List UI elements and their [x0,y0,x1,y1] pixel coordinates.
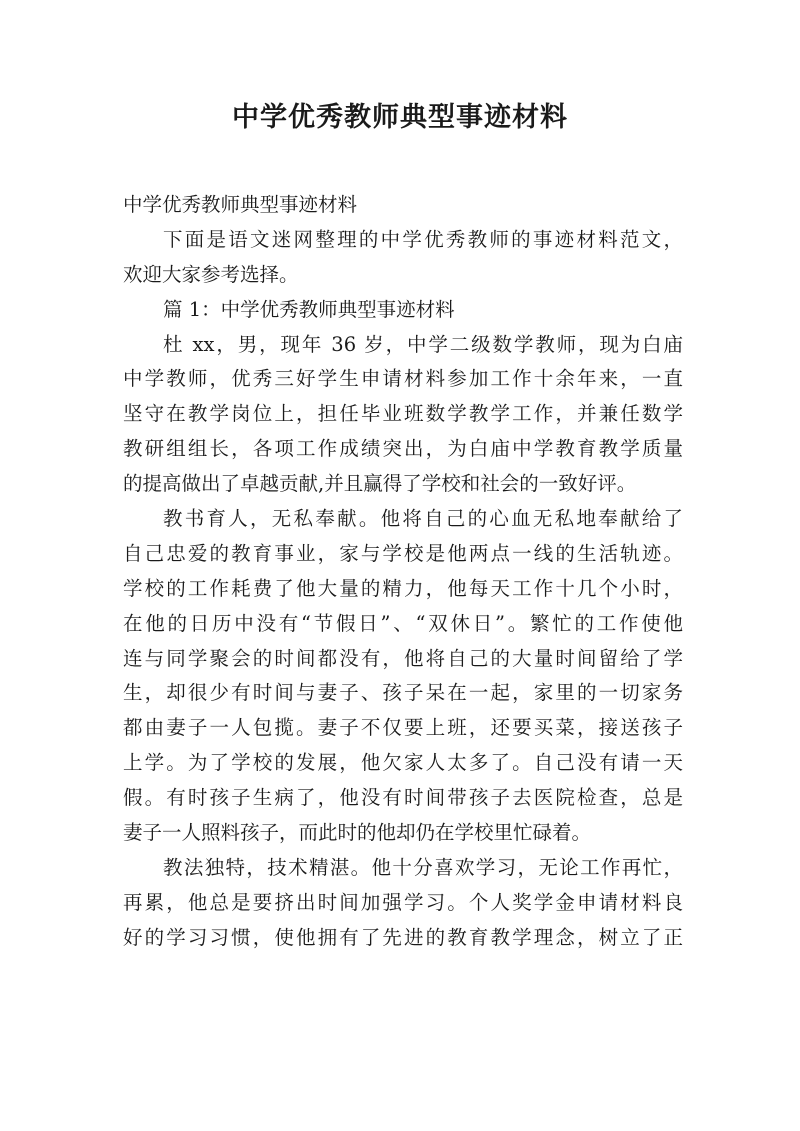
paragraph-1-line: 教研组组长，各项工作成绩突出，为白庙中学教育教学质量 [123,437,683,461]
paragraph-2-line: 教书育人，无私奉献。他将自己的心血无私地奉献给了 [163,507,683,531]
document-body [123,188,683,956]
paragraph-3-line: 好的学习习惯，使他拥有了先进的教育教学理念，树立了正 [123,925,683,949]
paragraph-2-line: 都由妻子一人包揽。妻子不仅要上班，还要买菜，接送孩子 [123,716,683,740]
paragraph-2-line: 上学。为了学校的发展，他欠家人太多了。自己没有请一天 [123,751,683,775]
section-heading: 篇 1：中学优秀教师典型事迹材料 [163,297,455,321]
intro-line: 下面是语文迷网整理的中学优秀教师的事迹材料范文， [163,227,683,251]
intro-line: 欢迎大家参考选择。 [123,262,299,286]
document-title: 中学优秀教师典型事迹材料 [232,102,568,133]
paragraph-1-line: 杜 xx，男，现年 36 岁，中学二级数学教师，现为白庙 [163,332,683,356]
paragraph-1-line: 中学教师，优秀三好学生申请材料参加工作十余年来，一直 [123,367,683,391]
paragraph-2-line: 妻子一人照料孩子，而此时的他却仍在学校里忙碌着。 [123,821,592,845]
paragraph-2-line: 自己忠爱的教育事业，家与学校是他两点一线的生活轨迹。 [123,541,683,565]
paragraph-1-line: 坚守在教学岗位上，担任毕业班数学教学工作，并兼任数学 [123,402,683,426]
paragraph-2-line: 生，却很少有时间与妻子、孩子呆在一起，家里的一切家务 [123,681,683,705]
paragraph-2-line: 在他的日历中没有“节假日”、“双休日”。繁忙的工作使他 [123,611,683,635]
document-subtitle: 中学优秀教师典型事迹材料 [123,193,358,216]
paragraph-3-line: 教法独特，技术精湛。他十分喜欢学习，无论工作再忙， [163,855,683,879]
paragraph-3-line: 再累，他总是要挤出时间加强学习。个人奖学金申请材料良 [123,890,683,914]
paragraph-1-line: 的提高做出了卓越贡献,并且赢得了学校和社会的一致好评。 [123,472,637,496]
paragraph-2-line: 连与同学聚会的时间都没有，他将自己的大量时间留给了学 [123,646,683,670]
paragraph-2-line: 假。有时孩子生病了，他没有时间带孩子去医院检查，总是 [123,786,683,810]
paragraph-2-line: 学校的工作耗费了他大量的精力，他每天工作十几个小时， [123,576,683,600]
